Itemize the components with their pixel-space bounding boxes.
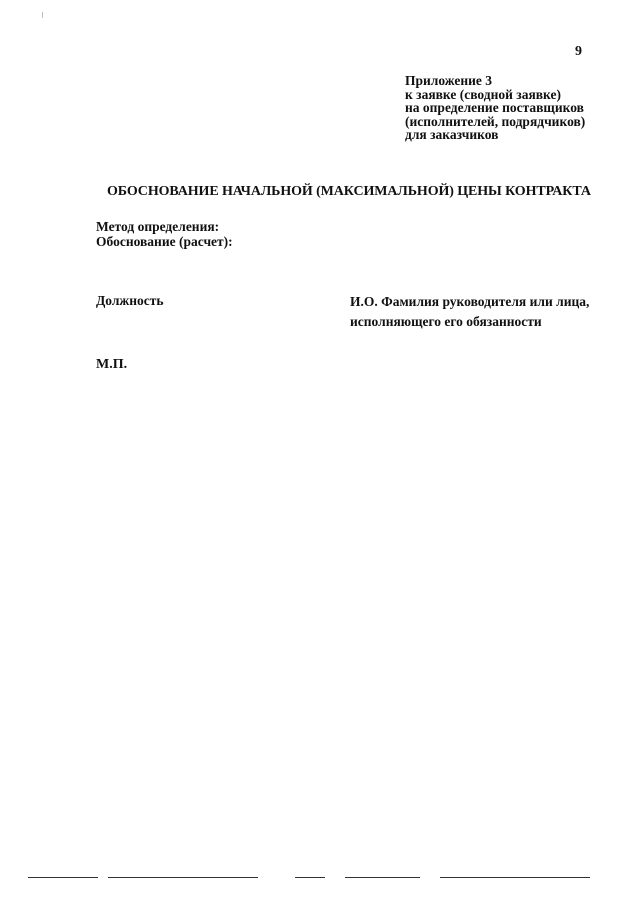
bottom-rule <box>345 877 420 878</box>
bottom-rule <box>108 877 258 878</box>
signatory-line-1: И.О. Фамилия руководителя или лица, <box>350 294 590 309</box>
appendix-line: к заявке (сводной заявке) <box>405 86 561 102</box>
scan-mark <box>42 12 43 18</box>
bottom-rule <box>440 877 590 878</box>
appendix-line: для заказчиков <box>405 127 499 142</box>
position-label: Должность <box>96 293 164 308</box>
appendix-header <box>405 74 625 142</box>
page-number: 9 <box>575 44 582 59</box>
signatory-name <box>350 292 620 332</box>
bottom-rule <box>295 877 325 878</box>
appendix-line: Приложение 3 <box>405 73 493 88</box>
fields-block <box>96 219 233 249</box>
signatory-line-2: исполняющего его обязанности <box>350 314 542 329</box>
justification-label: Обоснование (расчет): <box>96 234 233 249</box>
appendix-line: на определение поставщиков <box>405 100 584 115</box>
stamp-place-label: М.П. <box>96 357 128 372</box>
appendix-line: (исполнителей, подрядчиков) <box>405 113 586 129</box>
method-label: Метод определения: <box>96 219 220 234</box>
bottom-rule <box>28 877 98 878</box>
document-title: ОБОСНОВАНИЕ НАЧАЛЬНОЙ (МАКСИМАЛЬНОЙ) ЦЕНЫ КОНТРАКТА <box>107 184 591 199</box>
